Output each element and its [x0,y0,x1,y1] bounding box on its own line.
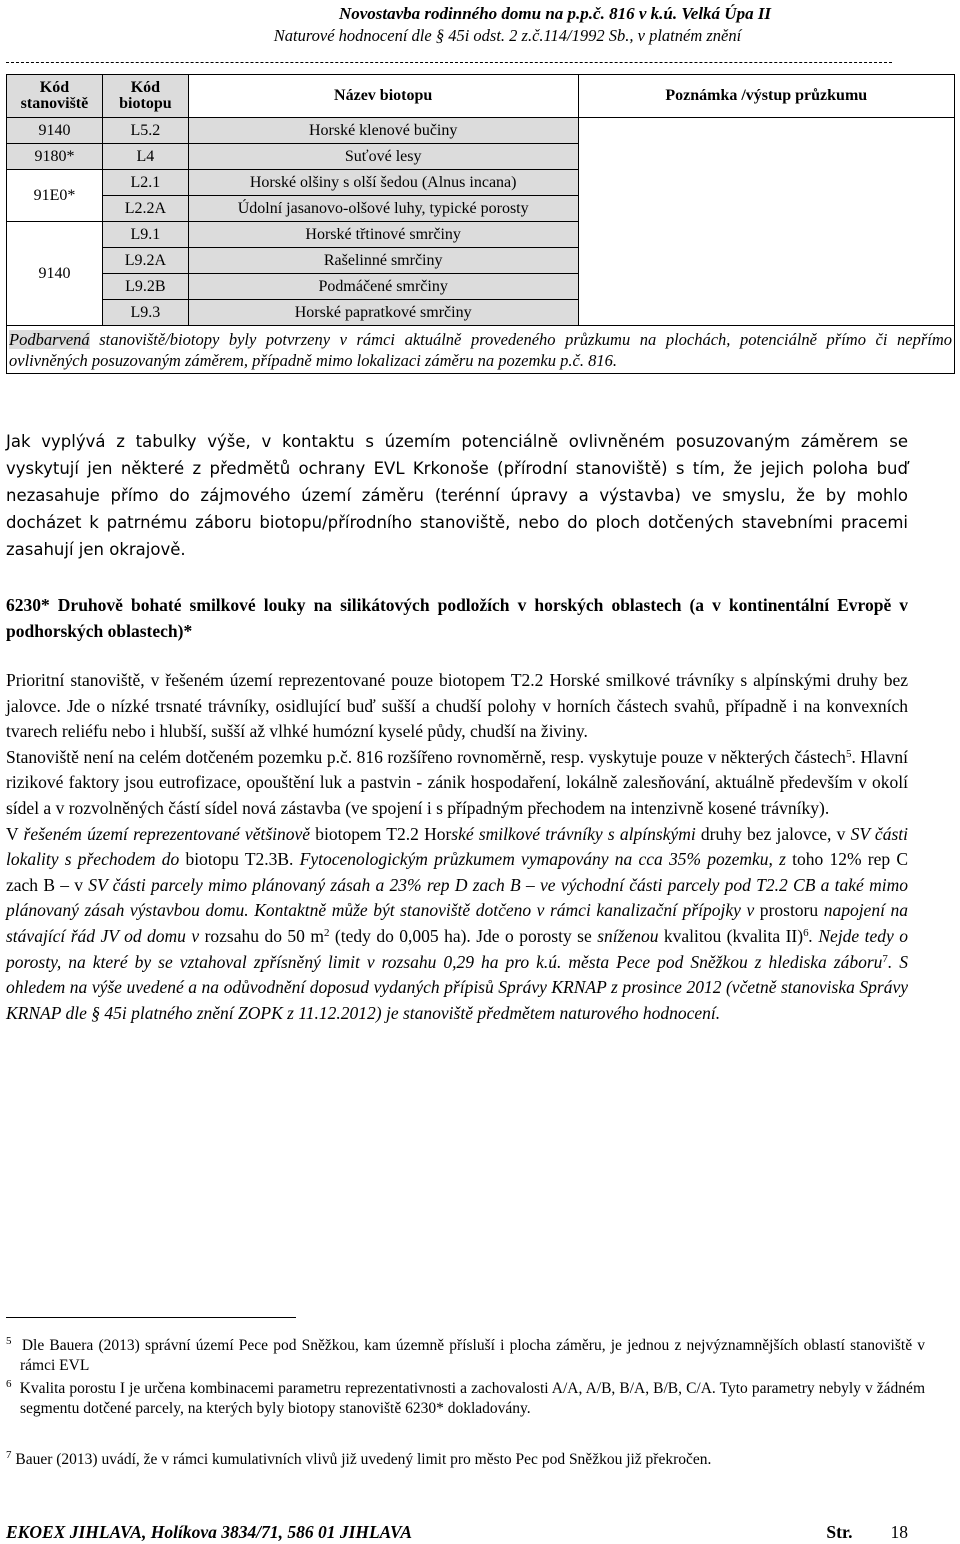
col-biotope-header: Kód biotopu [102,75,188,118]
biotope-name: Horské třtinové smrčiny [188,222,578,248]
col-station-header: Kód stanoviště [7,75,103,118]
footnote-text: Kvalita porostu I je určena kombinacemi parametru reprezentativnosti a zachovalosti A/A, A/B, B/A, B/B, C/A. Tyto parametry nebyly v žádném segmentu dotčené parcely, na kterých byly biotopy stanoviště 6230* dokladovány. [19,1380,925,1417]
body-text: biotopem T2.2 Hor [310,823,452,844]
table-footnote-text: stanoviště/biotopy byly potvrzeny v rámci aktuálně provedeného průzkumu na plochách, potenciálně přímo či nepřímo ovlivněných posuzovaným záměrem, případně mimo lokalizaci záměru na pozemku p.č. 816. [9,330,952,370]
body-sentence: Stanoviště není na celém dotčeném pozemku p.č. 816 rozšířeno rovnoměrně, resp. vyskytuje pouze v některých částech [6,746,846,767]
body-italic: . S ohledem na výše uvedené a na odůvodnění doposud vydaných přípisů Správy KRNAP z prosince 2012 (včetně stanoviska Správy KRNAP dle § 45i platného znění ZOPK z 11.12.2012) je stanoviště předmětem naturového hodnocení. [6,951,908,1023]
biotope-code: L9.2A [102,248,188,274]
biotope-code: L9.3 [102,300,188,326]
body-text: V [6,823,24,844]
footnote-ref: 5 [845,747,852,760]
page-indicator [826,1522,908,1543]
note-cell [578,118,954,326]
biotope-code: L4 [102,144,188,170]
body-italic: SV části parcely mimo plánovaný zásah a 23% rep D zach B – ve východní části parcely pod T2.2 CB a také mimo plánovaný zásah výstavbou domu. Kontaktně může být stanoviště dotčeno v rámci kanalizační přípojky v [6,874,908,921]
body-text: kvalitou (kvalita II) [658,925,804,946]
footer-address: EKOEX JIHLAVA, Holíkova 3834/71, 586 01 JIHLAVA [6,1522,413,1542]
biotope-code: L2.2A [102,196,188,222]
footnote-text: Dle Bauera (2013) správní území Pece pod Sněžkou, kam územně přísluší i plocha záměru, je jednou z nejvýznamnějších oblastí stanoviště v rámci EVL [20,1337,925,1374]
footnote [6,1336,925,1376]
summary-paragraph: Jak vyplývá z tabulky výše, v kontaktu s územím potenciálně ovlivněném posuzovaným záměrem se vyskytují jen některé z předmětů ochrany EVL Krkonoše (přírodní stanoviště) s tím, že jejich poloha buď nezasahuje přímo do zájmového území záměru (terénní úpravy a výstavba) ve smyslu, že by mohlo docházet k patrnému záboru biotopu/přírodního stanoviště, nebo do ploch dotčených stavebními pracemi zasahují jen okrajově. [6,432,908,559]
footnote-number: 5 [6,1335,12,1347]
biotope-name: Suťové lesy [188,144,578,170]
col-name-header: Název biotopu [188,75,578,118]
body-text: prostoru [754,900,824,921]
body-italic: napojení na stávající řád JV od domu v [6,900,908,946]
header-subtitle: Naturové hodnocení dle § 45i odst. 2 z.č.114/1992 Sb., v platném znění [273,26,742,45]
body-italic: SV části lokality s přechodem do [6,823,908,870]
biotope-name: Rašelinné smrčiny [188,248,578,274]
footnote-ref: 7 [882,952,888,965]
biotope-name: Horské klenové bučiny [188,118,578,144]
body-sentence: Prioritní stanoviště, v řešeném území reprezentované pouze biotopem T2.2 Horské smilkové trávníky s alpínskými druhy bez jalovce. Jde o nízké trsnaté trávníky, osidlující buď sušší a chudší polohy v horních částech svahů, případně i na konvexních tvarech reliéfu nebo i hlubší, sušší až vlhké humózní kyselé půdy, chudší na živiny. [6,670,908,742]
biotope-name: Horské olšiny s olší šedou (Alnus incana) [188,170,578,196]
body-italic: Fytocenologickým průzkumem vymapovány na cca 35% pozemku, z [299,849,786,870]
body-italic: . Nejde tedy o porosty, na které by se vztahoval zpřísněný limit v rozsahu 0,29 ha pro k.ú. města Pece pod Sněžkou z hlediska záboru [6,925,908,972]
footnote-number: 7 [6,1449,12,1461]
body-sentence: . Hlavní rizikové faktory jsou eutrofizace, opouštění luk a pastvin - zánik hospodaření, lokálně zalesňování, aktuálně především v okolí sídel a v rozvolněných částí sídel nová zástavba (ve spojení i s případným přechodem na intenzivně kosené trávníky). [6,746,908,818]
body-italic: sníženou [597,925,659,946]
col-note-header: Poznámka /výstup průzkumu [578,75,954,118]
biotope-code: L9.1 [102,222,188,248]
header-title: Novostavba rodinného domu na p.p.č. 816 v k.ú. Velká Úpa II [338,4,772,23]
table-header-row [7,75,955,118]
body-italic: řešeném území reprezentované většinově [23,823,311,844]
body-text: toho 12% rep C zach B – v [6,849,908,895]
biotope-name: Údolní jasanovo-olšové luhy, typické porosty [188,196,578,222]
footnote-ref: 6 [803,926,809,939]
station-code: 9180* [7,144,103,170]
section-body [6,668,908,1026]
biotope-table [6,74,955,374]
table-row [7,118,955,144]
highlight-legend: Podbarvená [9,330,90,349]
biotope-name: Horské papratkové smrčiny [188,300,578,326]
body-text: biotopu T2.3B. [179,849,300,870]
body-italic: ské smilkové trávníky s alpínskými [451,823,696,844]
body-text: Jde o porosty se [476,925,598,946]
biotope-code: L5.2 [102,118,188,144]
biotope-code: L9.2B [102,274,188,300]
footnote-text: Bauer (2013) uvádí, že v rámci kumulativních vlivů již uvedený limit pro město Pec pod Sněžkou již překročen. [15,1451,712,1468]
page-number: 18 [890,1522,908,1542]
page-label: Str. [826,1522,853,1542]
body-text: rozsahu do 50 m [199,925,324,946]
body-text: druhy bez jalovce, v [695,823,851,844]
footnote-separator [6,1317,296,1318]
table-footnote [7,326,955,374]
footnote [6,1379,925,1419]
biotope-name: Podmáčené smrčiny [188,274,578,300]
biotope-code: L2.1 [102,170,188,196]
station-code: 9140 [7,118,103,144]
station-code: 9140 [7,222,103,326]
footnote [6,1450,911,1470]
station-code: 91E0* [7,170,103,222]
page-footer [6,1522,908,1543]
section-heading: 6230* Druhově bohaté smilkové louky na silikátových podložích v horských oblastech (a v kontinentální Evropě v podhorských oblastech)* [6,595,908,641]
footnote-number: 6 [6,1378,12,1390]
superscript: 2 [323,926,330,939]
header-rule [6,62,892,63]
table-footnote-row [7,326,955,374]
body-text: (tedy do 0,005 ha). [329,925,477,946]
